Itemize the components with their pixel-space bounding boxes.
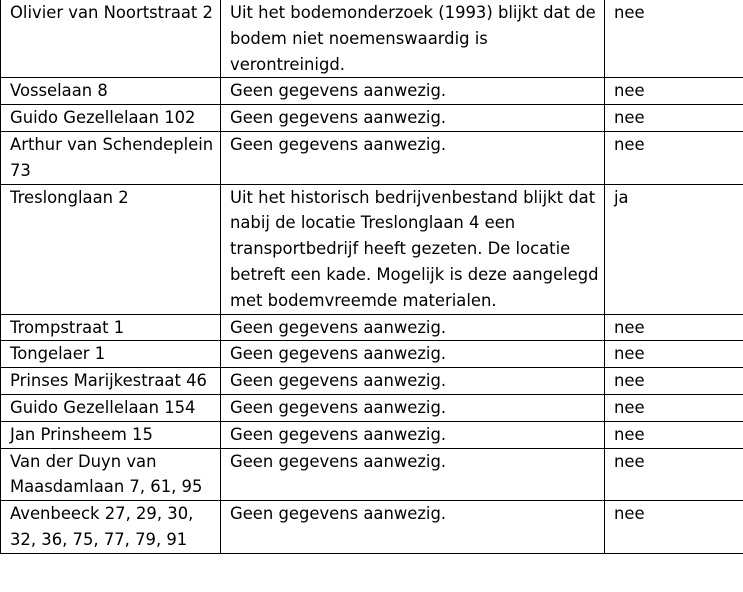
suspect-cell: ja bbox=[605, 184, 743, 314]
suspect-cell: nee bbox=[605, 341, 743, 368]
address-cell: Guido Gezellelaan 154 bbox=[1, 394, 221, 421]
address-cell: Guido Gezellelaan 102 bbox=[1, 105, 221, 132]
suspect-cell: nee bbox=[605, 421, 743, 448]
finding-cell: Geen gegevens aanwezig. bbox=[221, 341, 605, 368]
suspect-cell: nee bbox=[605, 131, 743, 184]
suspect-cell: nee bbox=[605, 394, 743, 421]
address-cell: Avenbeeck 27, 29, 30, 32, 36, 75, 77, 79, 91 bbox=[1, 501, 221, 554]
address-cell: Vosselaan 8 bbox=[1, 78, 221, 105]
address-cell: Tongelaer 1 bbox=[1, 341, 221, 368]
address-cell: Van der Duyn van Maasdamlaan 7, 61, 95 bbox=[1, 448, 221, 501]
table-row bbox=[1, 0, 743, 78]
finding-cell: Geen gegevens aanwezig. bbox=[221, 105, 605, 132]
table-row bbox=[1, 314, 743, 341]
finding-cell: Geen gegevens aanwezig. bbox=[221, 448, 605, 501]
table-row bbox=[1, 501, 743, 554]
address-cell: Jan Prinsheem 15 bbox=[1, 421, 221, 448]
finding-cell: Geen gegevens aanwezig. bbox=[221, 501, 605, 554]
table-row bbox=[1, 131, 743, 184]
table-row bbox=[1, 105, 743, 132]
suspect-cell: nee bbox=[605, 0, 743, 78]
finding-cell: Uit het historisch bedrijvenbestand blijkt dat nabij de locatie Treslonglaan 4 een transportbedrijf heeft gezeten. De locatie betreft een kade. Mogelijk is deze aangelegd met bodemvreemde materialen. bbox=[221, 184, 605, 314]
finding-cell: Geen gegevens aanwezig. bbox=[221, 368, 605, 395]
finding-cell: Uit het bodemonderzoek (1993) blijkt dat de bodem niet noemenswaardig is verontreinigd. bbox=[221, 0, 605, 78]
address-cell: Arthur van Schendeplein 73 bbox=[1, 131, 221, 184]
table-row bbox=[1, 341, 743, 368]
table-row bbox=[1, 394, 743, 421]
suspect-cell: nee bbox=[605, 368, 743, 395]
address-cell: Prinses Marijkestraat 46 bbox=[1, 368, 221, 395]
finding-cell: Geen gegevens aanwezig. bbox=[221, 421, 605, 448]
table-row bbox=[1, 184, 743, 314]
suspect-cell: nee bbox=[605, 314, 743, 341]
table-row bbox=[1, 421, 743, 448]
finding-cell: Geen gegevens aanwezig. bbox=[221, 394, 605, 421]
suspect-cell: nee bbox=[605, 78, 743, 105]
finding-cell: Geen gegevens aanwezig. bbox=[221, 314, 605, 341]
table-row bbox=[1, 368, 743, 395]
address-cell: Olivier van Noortstraat 2 bbox=[1, 0, 221, 78]
table-row bbox=[1, 78, 743, 105]
finding-cell: Geen gegevens aanwezig. bbox=[221, 131, 605, 184]
address-cell: Treslonglaan 2 bbox=[1, 184, 221, 314]
suspect-cell: nee bbox=[605, 501, 743, 554]
suspect-cell: nee bbox=[605, 105, 743, 132]
table-row bbox=[1, 448, 743, 501]
address-cell: Trompstraat 1 bbox=[1, 314, 221, 341]
suspect-cell: nee bbox=[605, 448, 743, 501]
finding-cell: Geen gegevens aanwezig. bbox=[221, 78, 605, 105]
